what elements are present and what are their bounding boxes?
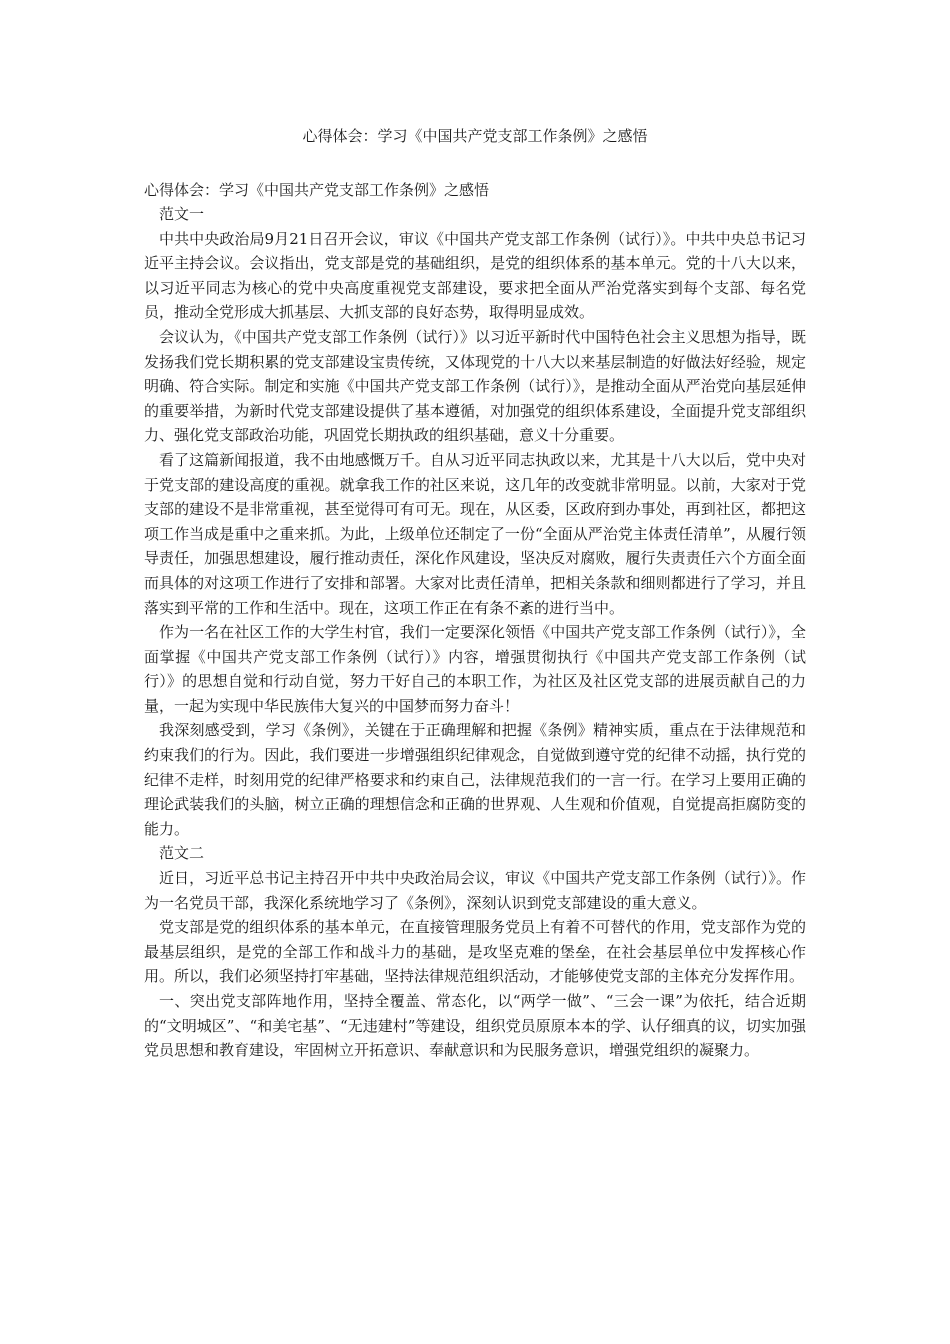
document-page	[144, 124, 806, 1063]
essay-one-heading: 范文一	[159, 205, 205, 223]
paragraph: 会议认为，《中国共产党支部工作条例（试行）》以习近平新时代中国特色社会主义思想为指导，既发扬我们党长期积累的党支部建设宝贵传统，又体现党的十八大以来基层制造的好做法好经验，规定明确、符合实际。制定和实施《中国共产党支部工作条例（试行）》，是推动全面从严治党向基层延伸的重要举措，为新时代党支部建设提供了基本遵循，对加强党的组织体系建设，全面提升党支部组织力、强化党支部政治功能，巩固党长期执政的组织基础，意义十分重要。	[144, 327, 806, 445]
paragraph: 党支部是党的组织体系的基本单元，在直接管理服务党员上有着不可替代的作用，党支部作为党的最基层组织，是党的全部工作和战斗力的基础，是攻坚克难的堡垒，在社会基层单位中发挥核心作用。所以，我们必须坚持打牢基础，坚持法律规范组织活动，才能够使党支部的主体充分发挥作用。	[144, 918, 806, 986]
paragraph: 一、突出党支部阵地作用，坚持全覆盖、常态化，以“两学一做”、“三会一课”为依托，结合近期的“文明城区”、“和美宅基”、“无违建村”等建设，组织党员原原本本的学、认仔细真的议，切实加强党员思想和教育建设，牢固树立开拓意识、奉献意识和为民服务意识，增强党组织的凝聚力。	[144, 992, 806, 1060]
paragraph: 我深刻感受到，学习《条例》，关键在于正确理解和把握《条例》精神实质，重点在于法律规范和约束我们的行为。因此，我们要进一步增强组织纪律观念，自觉做到遵守党的纪律不动摇，执行党的纪律不走样，时刻用党的纪律严格要求和约束自己，法律规范我们的一言一行。在学习上要用正确的理论武装我们的头脑，树立正确的理想信念和正确的世界观、人生观和价值观，自觉提高拒腐防变的能力。	[144, 721, 806, 838]
essay-two-heading: 范文二	[159, 844, 205, 863]
document-subtitle: 心得体会：学习《中国共产党支部工作条例》之感悟	[144, 181, 490, 199]
paragraph: 看了这篇新闻报道，我不由地感慨万千。自从习近平同志执政以来，尤其是十八大以后，党中央对于党支部的建设高度的重视。就拿我工作的社区来说，这几年的改变就非常明显。以前，大家对于党支部的建设不是非常重视，甚至觉得可有可无。现在，从区委，区政府到办事处，再到社区，都把这项工作当成是重中之重来抓。为此，上级单位还制定了一份“全面从严治党主体责任清单”，从履行领导责任，加强思想建设，履行推动责任，深化作风建设，坚决反对腐败，履行失责责任六个方面全面而具体的对这项工作进行了安排和部署。大家对比责任清单，把相关条款和细则都进行了学习，并且落实到平常的工作和生活中。现在，这项工作正在有条不紊的进行当中。	[144, 450, 806, 617]
paragraph: 中共中央政治局9月21日召开会议，审议《中国共产党支部工作条例（试行）》。中共中央总书记习近平主持会议。会议指出，党支部是党的基础组织，是党的组织体系的基本单元。党的十八大以来，以习近平同志为核心的党中央高度重视党支部建设，要求把全面从严治党落实到每个支部、每名党员，推动全党形成大抓基层、大抓支部的良好态势，取得明显成效。	[144, 229, 806, 322]
paragraph: 作为一名在社区工作的大学生村官，我们一定要深化领悟《中国共产党支部工作条例（试行）》，全面掌握《中国共产党支部工作条例（试行）》内容，增强贯彻执行《中国共产党支部工作条例（试行）》的思想自觉和行动自觉，努力干好自己的本职工作，为社区及社区党支部的进展贡献自己的力量，一起为实现中华民族伟大复兴的中国梦而努力奋斗！	[144, 623, 806, 715]
paragraph: 近日，习近平总书记主持召开中共中央政治局会议，审议《中国共产党支部工作条例（试行）》。作为一名党员干部，我深化系统地学习了《条例》，深刻认识到党支部建设的重大意义。	[144, 869, 806, 912]
document-title: 心得体会：学习《中国共产党支部工作条例》之感悟	[302, 127, 648, 145]
